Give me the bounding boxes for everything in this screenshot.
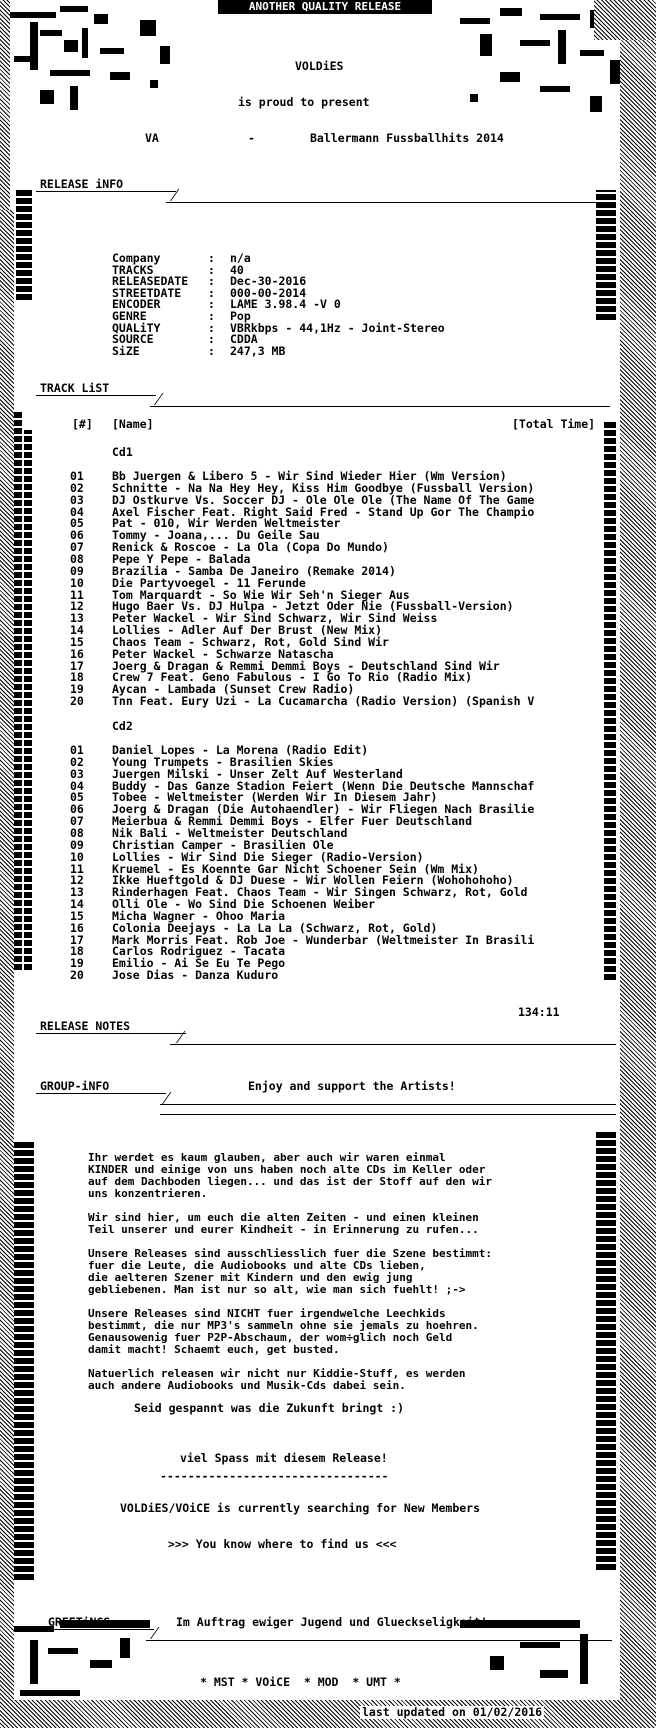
divider-rule: --------------------------------- [160, 1469, 389, 1483]
info-value: 247,3 MB [230, 343, 286, 358]
track-number: 06 [70, 528, 84, 543]
release-artist: VA [145, 131, 159, 145]
track-number: 09 [70, 563, 84, 578]
track-name: Joerg & Dragan (Die Autohaendler) - Wir Fliegen Nach Brasilie [112, 802, 535, 817]
track-name: Rinderhagen Feat. Chaos Team - Wir Singen Schwarz, Rot, Gold [112, 885, 528, 900]
info-value: Pop [230, 309, 251, 323]
track-list-heading: TRACK LiST [40, 381, 110, 395]
track-name: Colonia Deejays - La La La (Schwarz, Rot, Gold) [112, 920, 438, 935]
track-name: Pepe Y Pepe - Balada [112, 551, 251, 566]
track-name: Tnn Feat. Eury Uzi - La Cucamarcha (Radio Version) (Spanish V [112, 694, 535, 709]
track-row [70, 768, 610, 780]
track-name: Ikke Hueftgold & DJ Duese - Wir Wollen Feiern (Wohohohoho) [112, 873, 514, 888]
left-block-pattern-3 [24, 430, 32, 970]
track-row [70, 922, 610, 934]
info-value: LAME 3.98.4 -V 0 [230, 297, 341, 312]
section-rule [160, 1104, 616, 1105]
track-name: Renick & Roscoe - La Ola (Copa Do Mundo) [112, 540, 389, 555]
track-row [70, 695, 610, 707]
group-info-paragraph: Ihr werdet es kaum glauben, aber auch wir waren einmal KINDER und einige von uns haben noch alte CDs im Keller oder auf dem Dachboden liegen... und das ist der Stoff auf den wir uns konzentrieren. [88, 1151, 492, 1200]
info-colon: : [208, 262, 215, 277]
track-name: Buddy - Das Ganze Stadion Feiert (Wenn Die Deutsche Mannschaf [112, 778, 535, 793]
group-info-paragraph: Wir sind hier, um euch die alten Zeiten - und einen kleinen Teil unserer und eurer Kindheit - in Erinnerung zu rufen... [88, 1211, 479, 1236]
group-info-paragraph: Unsere Releases sind NICHT fuer irgendwelche Leechkids bestimmt, die nur MP3's sammeln ohne sie jemals zu hoehren. Genausowenig fuer P2P-Abschaum, der wom÷glich noch Geld damit macht! Schaemt euch, get busted. [88, 1307, 479, 1356]
crew-list: * MST * VOiCE * MOD * UMT * [200, 1675, 401, 1689]
track-number: 13 [70, 611, 84, 626]
info-key: STREETDATE [112, 285, 182, 300]
track-number: 10 [70, 575, 84, 590]
info-key: Company [112, 251, 161, 265]
info-colon: : [208, 274, 215, 289]
track-name: Nik Bali - Weltmeister Deutschland [112, 825, 348, 840]
track-number: 20 [70, 968, 84, 983]
track-number: 17 [70, 932, 84, 947]
track-name: Carlos Rodriguez - Tacata [112, 944, 286, 959]
track-name: Chaos Team - Schwarz, Rot, Gold Sind Wir [112, 634, 389, 649]
section-rule [146, 1640, 612, 1641]
left-block-pattern-4 [14, 1140, 34, 1580]
track-number: 08 [70, 551, 84, 566]
info-key: QUALiTY [112, 320, 161, 335]
track-number: 06 [70, 802, 84, 817]
track-number: 02 [70, 754, 84, 769]
col-name-header: [Name] [112, 417, 154, 431]
info-colon: : [208, 320, 215, 335]
track-name: Daniel Lopes - La Morena (Radio Edit) [112, 743, 369, 757]
track-name: Tom Marquardt - So Wie Wir Seh'n Sieger Aus [112, 587, 410, 602]
info-value: 000-00-2014 [230, 285, 307, 300]
info-key: ENCODER [112, 297, 161, 312]
info-value: n/a [230, 251, 251, 265]
info-key: RELEASEDATE [112, 274, 189, 289]
track-name: Axel Fischer Feat. Right Said Fred - Stand Up Gor The Champio [112, 504, 535, 519]
track-number: 04 [70, 504, 84, 519]
track-name: Die Partyvoegel - 11 Ferunde [112, 575, 306, 590]
track-name: Hugo Baer Vs. DJ Hulpa - Jetzt Oder Nie (Fussball-Version) [112, 599, 514, 614]
section-rule [170, 1044, 616, 1045]
track-number: 15 [70, 908, 84, 923]
release-title: Ballermann Fussballhits 2014 [310, 131, 504, 145]
track-name: Christian Camper - Brasilien Ole [112, 837, 334, 852]
greetings-motto: Im Auftrag ewiger Jugend und Glueckseligkeit! [176, 1615, 488, 1629]
track-name: Brazilia - Samba De Janeiro (Remake 2014) [112, 563, 396, 578]
track-name: Micha Wagner - Ohoo Maria [112, 908, 286, 923]
title-dash: - [248, 131, 255, 145]
group-info-paragraph: Natuerlich releasen wir nicht nur Kiddie-Stuff, es werden auch andere Audiobooks und Musik-Cds dabei sein. [88, 1367, 466, 1392]
total-time: 134:11 [518, 1005, 560, 1019]
group-name: VOLDiES [295, 59, 344, 73]
track-number: 11 [70, 587, 84, 602]
group-info-heading: GROUP-iNFO [40, 1079, 110, 1093]
left-hatch-column [0, 210, 14, 1728]
disc-label: Cd1 [112, 445, 133, 459]
track-number: 04 [70, 778, 84, 793]
info-value: CDDA [230, 332, 258, 347]
track-number: 11 [70, 861, 84, 876]
track-number: 01 [70, 469, 84, 483]
left-block-pattern [16, 190, 32, 300]
track-name: Meierbua & Remmi Demmi Boys - Elfer Fuer Deutschland [112, 814, 473, 829]
info-key: TRACKS [112, 262, 154, 277]
track-number: 14 [70, 623, 84, 638]
info-colon: : [208, 285, 215, 300]
track-number: 07 [70, 540, 84, 555]
track-name: Juergen Milski - Unser Zelt Auf Westerland [112, 766, 403, 781]
greetings-heading: GREETiNGS [48, 1615, 111, 1629]
track-number: 16 [70, 646, 84, 661]
info-value: 40 [230, 262, 244, 277]
last-updated: last updated on 01/02/2016 [362, 1705, 543, 1719]
bottom-hatch [0, 1700, 656, 1728]
track-name: Tobee - Weltmeister (Werden Wir In Diesem Jahr) [112, 790, 438, 805]
group-tagline: Enjoy and support the Artists! [248, 1079, 456, 1093]
track-number: 15 [70, 634, 84, 649]
heading-underline [36, 1093, 166, 1094]
track-number: 12 [70, 873, 84, 888]
track-number: 18 [70, 944, 84, 959]
track-number: 08 [70, 825, 84, 840]
recruit-text: VOLDiES/VOiCE is currently searching for New Members [120, 1501, 481, 1515]
intro-text: is proud to present [238, 95, 370, 109]
future-text: Seid gespannt was die Zukunft bringt :) [134, 1401, 405, 1415]
left-block-pattern-2 [14, 410, 22, 970]
find-text: >>> You know where to find us <<< [168, 1537, 397, 1551]
track-row [70, 577, 610, 589]
track-number: 19 [70, 682, 84, 697]
track-number: 19 [70, 956, 84, 971]
info-colon: : [208, 297, 215, 312]
info-colon: : [208, 309, 215, 323]
col-time-header: [Total Time] [512, 417, 596, 431]
disc-label: Cd2 [112, 719, 133, 733]
info-colon: : [208, 332, 215, 347]
track-name: Crew 7 Feat. Geno Fabulous - I Go To Rio (Radio Mix) [112, 670, 473, 685]
col-number-header: [#] [72, 417, 93, 431]
track-row [70, 494, 610, 506]
track-name: Lollies - Adler Auf Der Brust (New Mix) [112, 623, 383, 638]
track-number: 13 [70, 885, 84, 900]
track-name: Pat - 010, Wir Werden Weltmeister [112, 516, 341, 531]
track-name: Lollies - Wir Sind Die Sieger (Radio-Version) [112, 849, 424, 864]
info-colon: : [208, 251, 215, 265]
left-hatch-top [0, 0, 10, 210]
info-key: GENRE [112, 309, 147, 323]
info-value: Dec-30-2016 [230, 274, 307, 289]
track-row [70, 969, 610, 981]
track-number: 20 [70, 694, 84, 709]
track-number: 03 [70, 766, 84, 781]
heading-underline [36, 1033, 186, 1034]
release-notes-heading: RELEASE NOTES [40, 1019, 131, 1033]
heading-underline [44, 1629, 154, 1630]
info-key: SOURCE [112, 332, 154, 347]
track-name: Aycan - Lambada (Sunset Crew Radio) [112, 682, 355, 697]
track-number: 14 [70, 897, 84, 912]
group-info-body [88, 1152, 608, 1412]
track-number: 07 [70, 814, 84, 829]
track-row [70, 839, 610, 851]
track-name: Kruemel - Es Koennte Gar Nicht Schoener Sein (Wm Mix) [112, 861, 479, 876]
track-name: Bb Juergen & Libero 5 - Wir Sind Wieder Hier (Wm Version) [112, 469, 507, 483]
track-number: 17 [70, 658, 84, 673]
fun-text: viel Spass mit diesem Release! [180, 1451, 388, 1465]
track-name: Joerg & Dragan & Remmi Demmi Boys - Deutschland Sind Wir [112, 658, 500, 673]
track-number: 12 [70, 599, 84, 614]
track-name: Olli Ole - Wo Sind Die Schoenen Weiber [112, 897, 376, 912]
track-list [70, 0, 610, 1000]
right-hatch-column [620, 40, 656, 1728]
track-row [70, 851, 610, 863]
track-number: 03 [70, 492, 84, 507]
track-number: 16 [70, 920, 84, 935]
track-row [70, 648, 610, 660]
track-number: 09 [70, 837, 84, 852]
info-value: VBRkbps - 44,1Hz - Joint-Stereo [230, 320, 445, 335]
track-name: Schnitte - Na Na Hey Hey, Kiss Him Goodbye (Fussball Version) [112, 480, 535, 495]
release-info-heading: RELEASE iNFO [40, 177, 124, 191]
track-name: Mark Morris Feat. Rob Joe - Wunderbar (Weltmeister In Brasili [112, 932, 535, 947]
info-colon: : [208, 343, 215, 358]
track-name: Peter Wackel - Wir Sind Schwarz, Wir Sind Weiss [112, 611, 438, 626]
track-number: 02 [70, 480, 84, 495]
section-rule-2 [160, 1114, 616, 1115]
track-name: Young Trumpets - Brasilien Skies [112, 754, 334, 769]
track-number: 05 [70, 516, 84, 531]
track-name: Peter Wackel - Schwarze Natascha [112, 646, 334, 661]
track-number: 18 [70, 670, 84, 685]
track-number: 05 [70, 790, 84, 805]
track-row [70, 565, 610, 577]
track-number: 10 [70, 849, 84, 864]
track-name: DJ Ostkurve Vs. Soccer DJ - Ole Ole Ole (The Name Of The Game [112, 492, 535, 507]
group-info-paragraph: Unsere Releases sind ausschliesslich fuer die Szene bestimmt: fuer die Leute, die Audiobooks und alte CDs lieben, die aelteren Szener mit Kindern und den ewig jung gebliebenen. Man ist nur so alt, wie man sich fuehlt! ;-> [88, 1247, 492, 1296]
track-name: Jose Dias - Danza Kuduro [112, 968, 279, 983]
track-name: Emilio - Ai Se Eu Te Pego [112, 956, 286, 971]
track-name: Tommy - Joana,... Du Geile Sau [112, 528, 320, 543]
banner: ANOTHER QUALITY RELEASE [218, 0, 432, 14]
track-number: 01 [70, 743, 84, 757]
info-key: SiZE [112, 343, 140, 358]
